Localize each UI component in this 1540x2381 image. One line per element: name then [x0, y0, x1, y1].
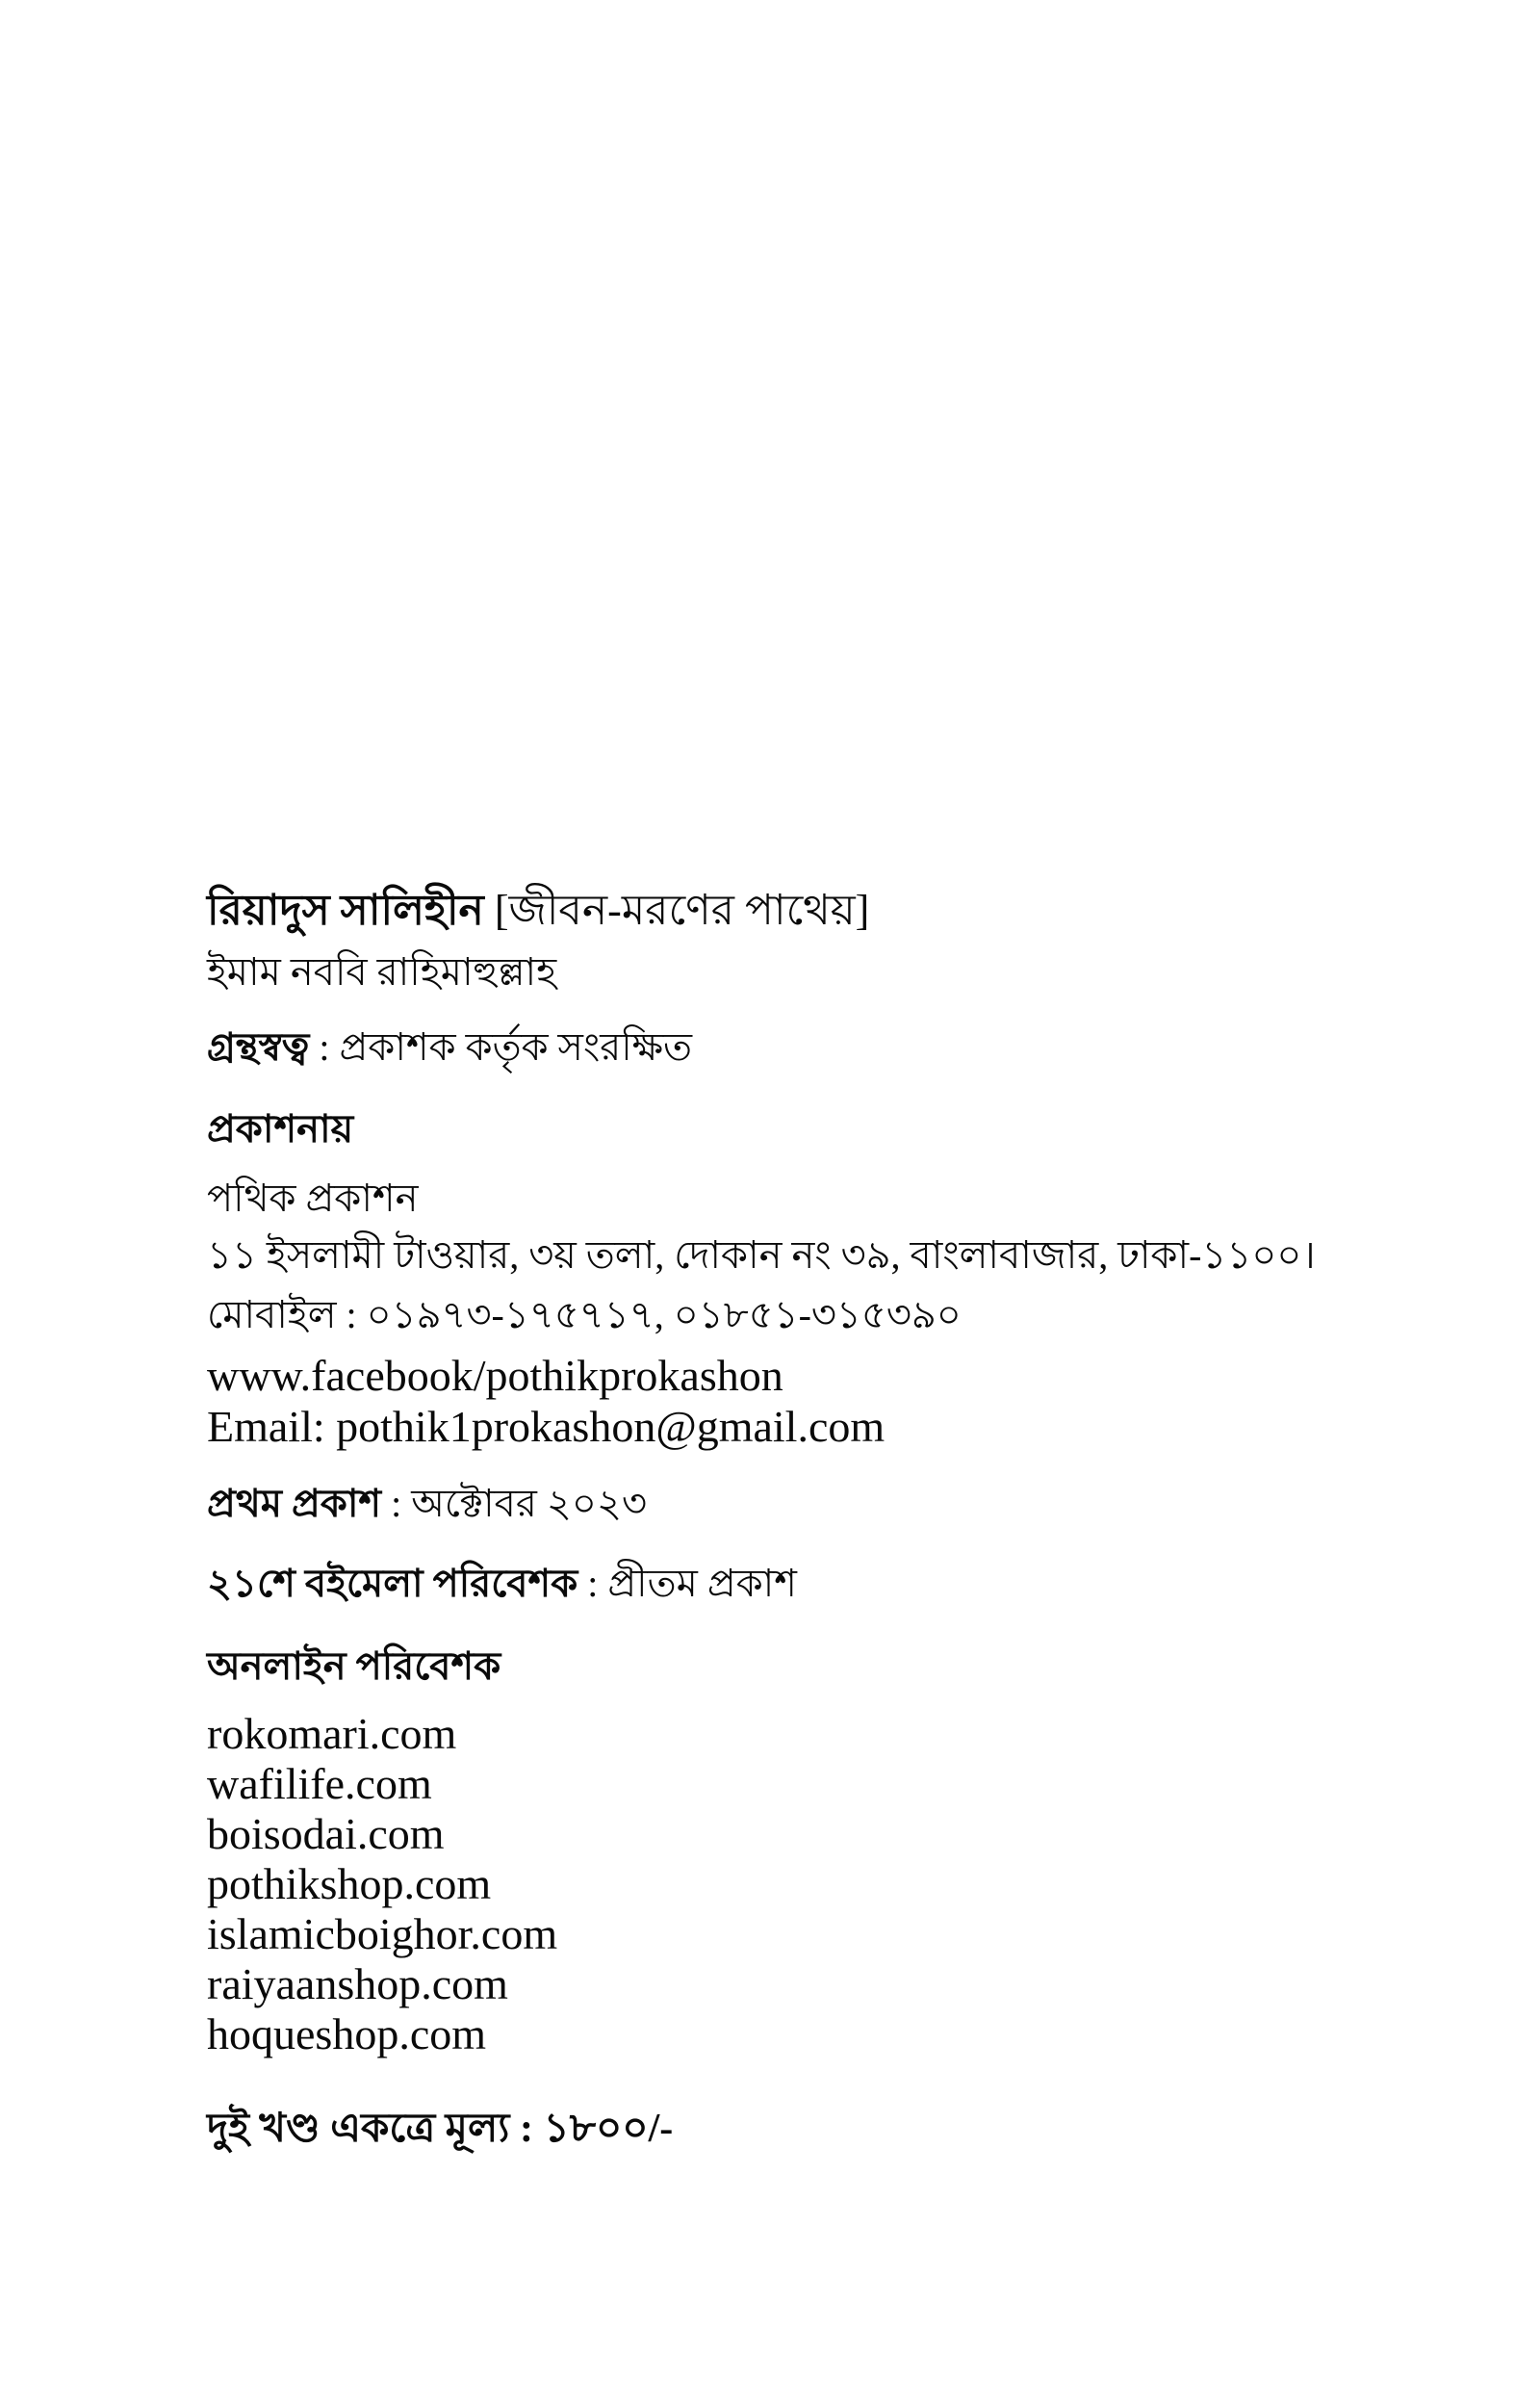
distributor-site: wafilife.com [207, 1759, 432, 1808]
book-fair-distributor-value: : প্রীতম প্রকাশ [578, 1562, 797, 1605]
distributor-site: rokomari.com [207, 1709, 457, 1758]
distributor-site: raiyaanshop.com [207, 1959, 508, 2008]
author-line: ইমাম নববি রাহিমাহুল্লাহ [207, 950, 557, 994]
publisher-mobile: মোবাইল : ০১৯৭৩-১৭৫৭১৭, ০১৮৫১-৩১৫৩৯০ [207, 1293, 962, 1336]
first-publication-label: প্রথম প্রকাশ [207, 1482, 382, 1525]
book-fair-distributor-line [207, 1560, 797, 1608]
facebook-url: www.facebook/pothikprokashon [207, 1351, 783, 1400]
first-publication-value: : অক্টোবর ২০২৩ [381, 1482, 647, 1525]
book-subtitle: [জীবন-মরণের পাথেয়] [483, 887, 870, 934]
copyright-label: গ্রন্থস্বত্ব [207, 1025, 310, 1069]
online-distributor-heading: অনলাইন পরিবেশক [207, 1644, 501, 1688]
price-line: দুই খণ্ড একত্রে মূল্য : ১৮০০/- [207, 2107, 674, 2151]
distributor-site: islamicboighor.com [207, 1909, 558, 1958]
email-line: Email: pothik1prokashon@gmail.com [207, 1402, 886, 1451]
distributor-site: pothikshop.com [207, 1859, 492, 1908]
book-title: রিয়াদুস সালিহীন [207, 887, 484, 934]
distributor-site: hoqueshop.com [207, 2009, 487, 2058]
book-fair-distributor-label: ২১শে বইমেলা পরিবেশক [207, 1562, 578, 1605]
publisher-address: ১১ ইসলামী টাওয়ার, ৩য় তলা, দোকান নং ৩৯, বাংলাবাজার, ঢাকা-১১০০। [207, 1233, 1316, 1277]
publisher-heading: প্রকাশনায় [207, 1107, 354, 1151]
distributor-site: boisodai.com [207, 1809, 445, 1858]
publisher-name: পথিক প্রকাশন [207, 1177, 419, 1220]
copyright-line [207, 1023, 692, 1072]
first-publication-line [207, 1480, 647, 1528]
copyright-value: : প্রকাশক কর্তৃক সংরক্ষিত [309, 1025, 693, 1069]
book-title-line [207, 884, 869, 937]
